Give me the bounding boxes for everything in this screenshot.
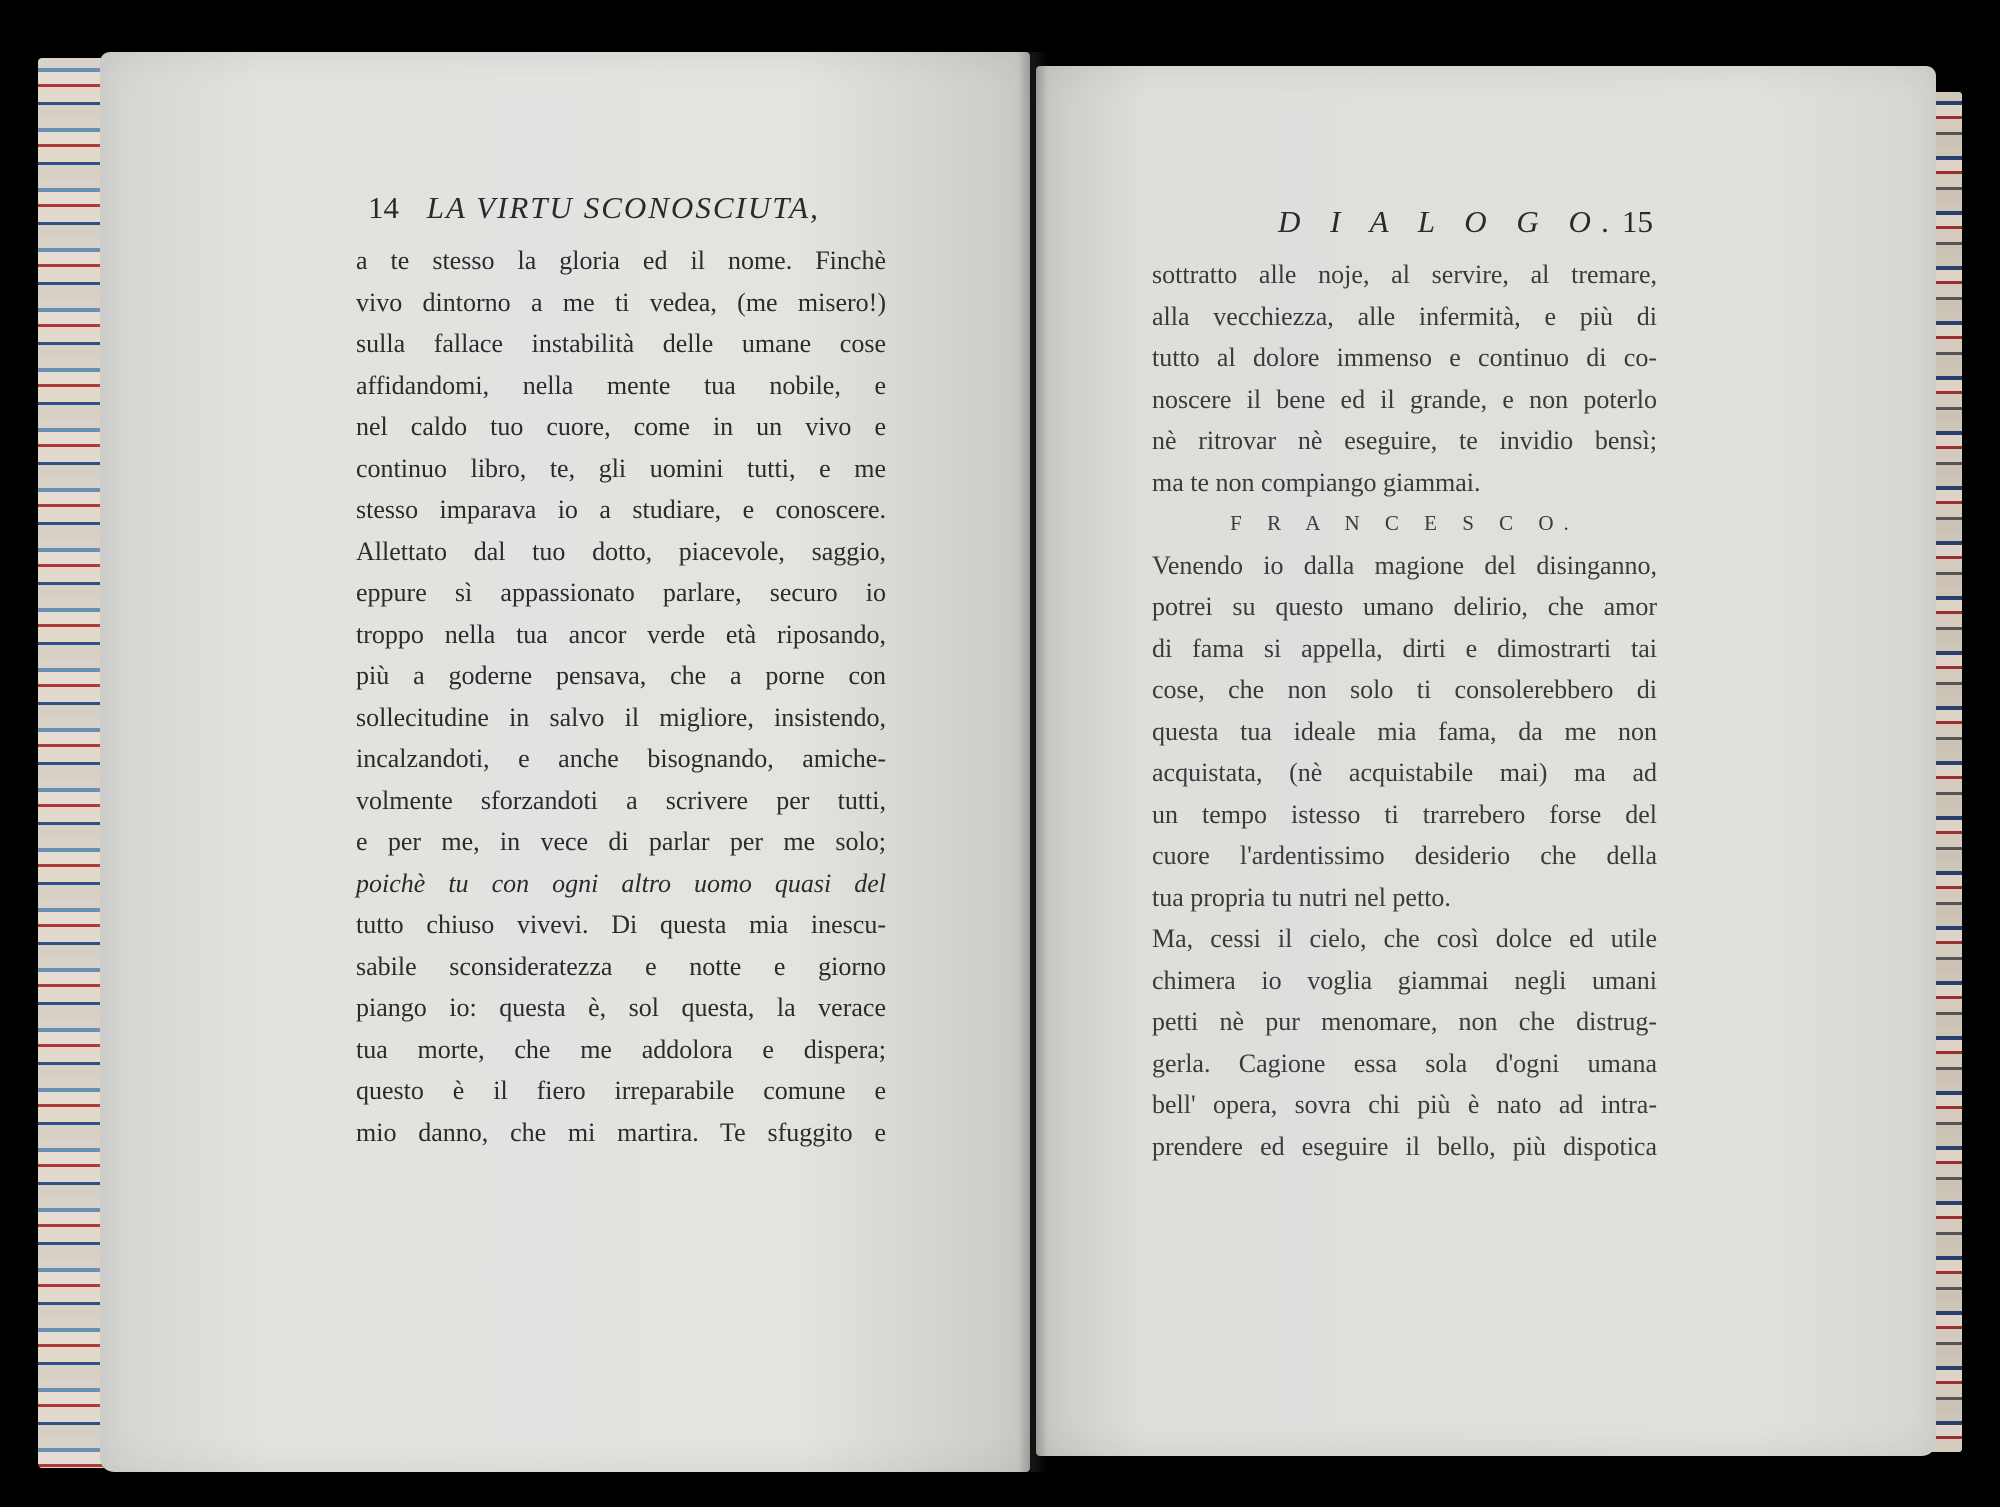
text-line: Ma, cessi il cielo, che così dolce ed utile	[1152, 924, 1657, 953]
right-page-text	[1152, 254, 1657, 1167]
text-line: Allettato dal tuo dotto, piacevole, saggio,	[356, 536, 886, 566]
text-line: vivo dintorno a me ti vedea, (me misero!)	[356, 287, 886, 317]
speaker-heading: F R A N C E S C O.	[1230, 511, 1579, 535]
book-gutter	[1018, 52, 1048, 1472]
text-line: tutto al dolore immenso e continuo di co-	[1152, 343, 1657, 372]
text-line: noscere il bene ed il grande, e non poterlo	[1152, 384, 1657, 414]
text-line: piango io: questa è, sol questa, la verace	[356, 993, 886, 1022]
right-page-header	[1278, 204, 1653, 240]
text-line: cose, che non solo ti consolerebbero di	[1152, 675, 1657, 704]
text-line: e per me, in vece di parlar per me solo;	[356, 827, 886, 856]
text-line: volmente sforzandoti a scrivere per tutti,	[356, 785, 886, 815]
text-line: nè ritrovar nè eseguire, te invidio bensì;	[1152, 426, 1657, 455]
text-line: tua propria tu nutri nel petto.	[1152, 882, 1451, 912]
text-line: gerla. Cagione essa sola d'ogni umana	[1152, 1048, 1657, 1078]
text-line: petti nè pur menomare, non che distrug-	[1152, 1007, 1657, 1036]
text-line: affidandomi, nella mente tua nobile, e	[356, 370, 886, 400]
right-page-number: 15	[1622, 204, 1653, 239]
text-line: bell' opera, sovra chi più è nato ad intra-	[1152, 1090, 1657, 1119]
text-line: sabile sconsideratezza e notte e giorno	[356, 951, 886, 981]
text-line: questa tua ideale mia fama, da me non	[1152, 716, 1657, 746]
text-line: cuore l'ardentissimo desiderio che della	[1152, 841, 1657, 870]
text-line: di fama si appella, dirti e dimostrarti tai	[1152, 633, 1657, 663]
left-page-text	[356, 240, 886, 1153]
marbled-edge-left	[38, 58, 106, 1468]
text-line: potrei su questo umano delirio, che amor	[1152, 592, 1657, 621]
text-line: più a goderne pensava, che a porne con	[356, 661, 886, 690]
text-line: alla vecchiezza, alle infermità, e più di	[1152, 301, 1657, 331]
text-line: sollecitudine in salvo il migliore, insistendo,	[356, 702, 886, 732]
left-running-title: LA VIRTU SCONOSCIUTA,	[426, 190, 820, 225]
text-line: acquistata, (nè acquistabile mai) ma ad	[1152, 758, 1657, 787]
left-page-header	[368, 190, 820, 226]
text-line: continuo libro, te, gli uomini tutti, e me	[356, 453, 886, 483]
text-line: tua morte, che me addolora e dispera;	[356, 1034, 886, 1064]
text-line: a te stesso la gloria ed il nome. Finchè	[356, 246, 886, 275]
text-line: nel caldo tuo cuore, come in un vivo e	[356, 412, 886, 441]
text-line: questo è il fiero irreparabile comune e	[356, 1076, 886, 1105]
text-line: poichè tu con ogni altro uomo quasi del	[356, 868, 886, 898]
text-line: un tempo istesso ti trarrebero forse del	[1152, 799, 1657, 829]
text-line: chimera io voglia giammai negli umani	[1152, 965, 1657, 995]
text-line: sulla fallace instabilità delle umane cose	[356, 329, 886, 358]
text-line: prendere ed eseguire il bello, più dispotica	[1152, 1131, 1657, 1161]
text-line: mio danno, che mi martira. Te sfuggito e	[356, 1117, 886, 1147]
text-line: incalzandoti, e anche bisognando, amiche-	[356, 744, 886, 773]
text-line: ma te non compiango giammai.	[1152, 467, 1481, 497]
right-running-title: D I A L O G O.	[1278, 204, 1621, 239]
left-page-number: 14	[368, 190, 399, 225]
text-line: stesso imparava io a studiare, e conoscere.	[356, 495, 886, 524]
text-line: Venendo io dalla magione del disinganno,	[1152, 550, 1657, 580]
text-line: tutto chiuso vivevi. Di questa mia inescu-	[356, 910, 886, 939]
text-line: eppure sì appassionato parlare, securo io	[356, 578, 886, 607]
text-line: sottratto alle noje, al servire, al tremare,	[1152, 260, 1657, 289]
text-line: troppo nella tua ancor verde età riposando,	[356, 619, 886, 649]
